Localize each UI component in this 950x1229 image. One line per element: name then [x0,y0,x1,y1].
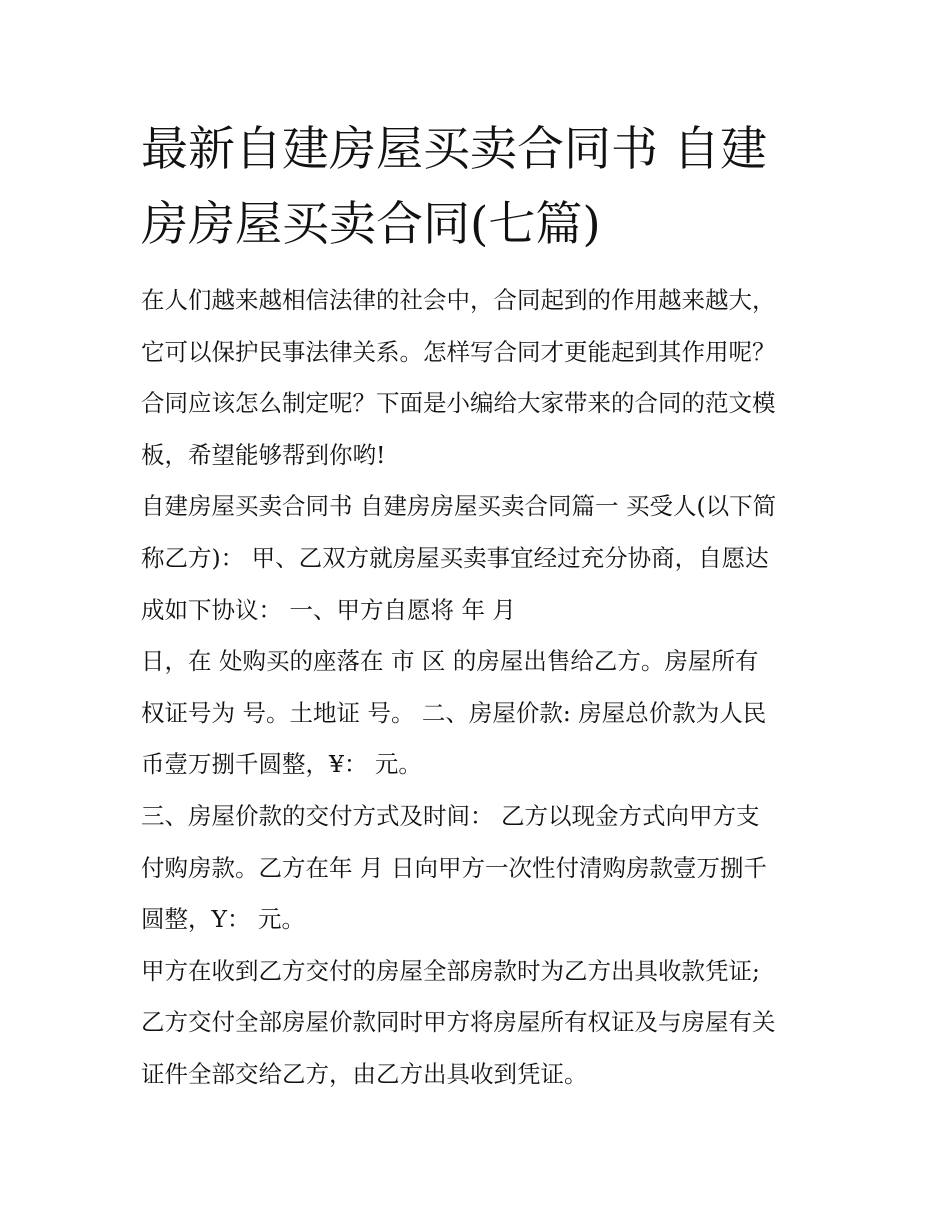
text-line: 乙方交付全部房屋价款同时甲方将房屋所有权证及与房屋有关 [141,1008,776,1037]
title-line: 最新自建房屋买卖合同书 自建 [141,122,767,177]
text-line: 圆整，Y： 元。 [141,905,305,934]
document-title [141,112,821,262]
text-line: 币壹万捌千圆整，¥： 元。 [141,750,422,779]
text-line: 三、房屋价款的交付方式及时间： 乙方以现金方式向甲方支 [141,801,760,830]
text-line: 成如下协议： 一、甲方自愿将 年 月 [141,595,516,624]
text-line: 在人们越来越相信法律的社会中，合同起到的作用越来越大， [141,286,776,314]
text-line: 称乙方)： 甲、乙双方就房屋买卖事宜经过充分协商，自愿达 [141,543,769,572]
text-line: 合同应该怎么制定呢？下面是小编给大家带来的合同的范文模 [141,389,776,418]
title-line: 房房屋买卖合同(七篇) [141,197,601,252]
text-line: 它可以保护民事法律关系。怎样写合同才更能起到其作用呢？ [141,337,776,366]
text-line: 自建房屋买卖合同书 自建房房屋买卖合同篇一 买受人(以下简 [141,492,777,521]
document-body [141,275,831,1101]
receipt-paragraph [141,946,831,1101]
text-line: 权证号为 号。土地证 号。 二、房屋价款: 房屋总价款为人民 [141,698,767,727]
contract-heading-paragraph [141,481,831,636]
intro-paragraph [141,275,831,481]
text-line: 付购房款。乙方在年 月 日向甲方一次性付清购房款壹万捌千 [141,853,767,882]
payment-terms-paragraph [141,791,831,946]
text-line: 证件全部交给乙方，由乙方出具收到凭证。 [141,1059,588,1088]
text-line: 板，希望能够帮到你哟! [141,440,386,469]
text-line: 日，在 处购买的座落在 市 区 的房屋出售给乙方。房屋所有 [141,647,759,676]
property-price-paragraph [141,636,831,791]
text-line: 甲方在收到乙方交付的房屋全部房款时为乙方出具收款凭证; [141,956,760,985]
